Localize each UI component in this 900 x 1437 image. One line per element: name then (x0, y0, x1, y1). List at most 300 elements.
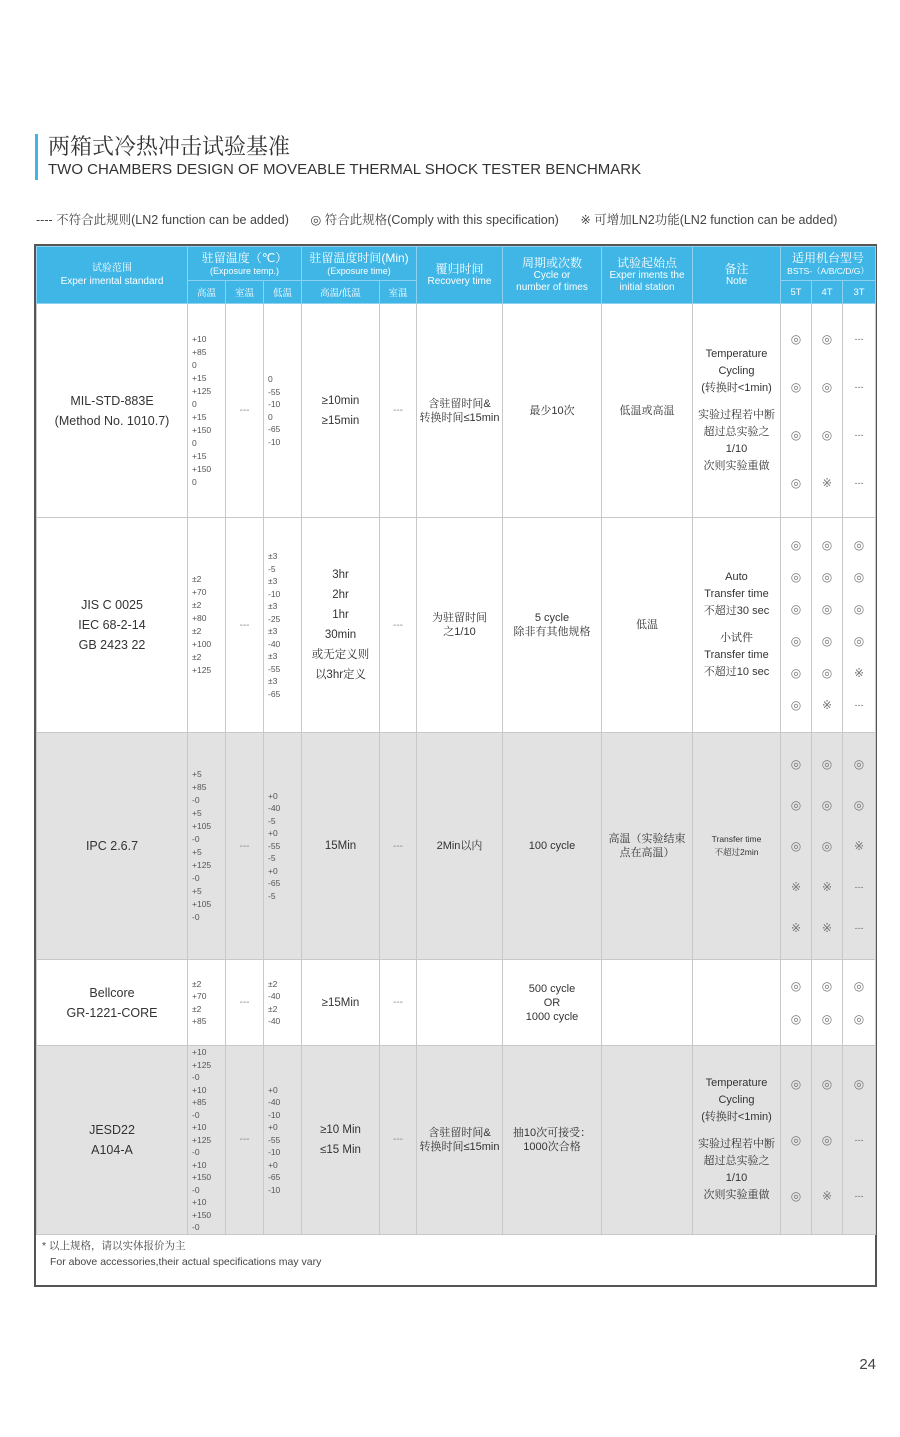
model-4t-cell-mark: ◎ (821, 756, 833, 771)
legend (36, 210, 855, 228)
header-model: 适用机台型号 BSTS-（A/B/C/D/G） (781, 247, 876, 281)
model-4t-cell-mark: ※ (821, 475, 833, 490)
standard-cell (37, 304, 188, 518)
model-5t-cell-mark: ◎ (790, 797, 802, 812)
model-5t-cell-mark: ◎ (790, 538, 802, 552)
room-temp-cell (226, 960, 264, 1046)
high-temp-cell-line: +125 (192, 860, 212, 870)
model-5t-cell-mark: ◎ (790, 698, 802, 712)
high-temp-cell-line: +5 (192, 847, 202, 857)
model-3t-cell-mark: --- (854, 922, 864, 933)
low-temp-cell-line: -10 (268, 1184, 281, 1195)
high-temp-cell-line: ±2 (192, 574, 202, 584)
low-temp-cell (264, 960, 302, 1046)
room-temp-cell-text: --- (239, 997, 250, 1008)
low-temp-cell-line: -25 (268, 613, 281, 624)
low-temp-cell-line: +0 (268, 828, 278, 839)
low-temp-cell-line: -10 (268, 1147, 281, 1157)
high-temp-cell-line: +5 (192, 808, 202, 818)
start-cell-line: 低温 (636, 619, 658, 631)
start-cell-line (602, 998, 692, 1008)
high-temp-cell-line: -0 (192, 1147, 200, 1157)
legend-comply: ◎ 符合此规格(Comply with this specification) (310, 213, 559, 227)
header-cycle: 周期或次数 Cycle or number of times (503, 247, 602, 304)
note-cell (693, 304, 781, 518)
legend-ln2: ※ 可增加LN2功能(LN2 function can be added) (580, 213, 838, 227)
recovery-cell-line (417, 998, 502, 1008)
model-4t-cell (812, 1046, 843, 1235)
note-cell-line: 实验过程若中断 (698, 409, 775, 421)
model-3t-cell-mark: ◎ (853, 602, 865, 616)
room-time-cell (380, 518, 417, 733)
high-temp-cell-line: 0 (192, 398, 197, 409)
high-temp-cell-line: -0 (192, 1184, 200, 1195)
low-temp-cell-line: +0 (268, 1122, 278, 1132)
sub-header-high: 高温 (188, 281, 226, 304)
high-temp-cell-line: +150 (192, 1209, 212, 1220)
model-3t-cell-mark: ◎ (853, 978, 865, 993)
model-5t-cell (781, 304, 812, 518)
standard-cell (37, 960, 188, 1046)
cycle-cell-line: 抽10次可接受： (512, 1126, 592, 1139)
high-temp-cell (188, 960, 226, 1046)
recovery-cell (417, 733, 503, 960)
model-5t-cell-mark: ◎ (790, 379, 802, 394)
model-5t-cell-mark: ◎ (790, 1188, 802, 1203)
recovery-cell-line: 转换时间≤15min (419, 1140, 500, 1153)
model-3t-cell-mark: ◎ (853, 1011, 865, 1026)
low-temp-cell-line: -65 (268, 424, 281, 434)
sub-header-highlow: 高温/低温 (302, 281, 380, 304)
note-cell (693, 960, 781, 1046)
standard-cell-line: MIL-STD-883E (70, 393, 154, 408)
high-temp-cell-line: -0 (192, 1222, 200, 1232)
low-temp-cell-line: ±3 (268, 576, 278, 586)
standard-cell-line: GR-1221-CORE (66, 1005, 158, 1020)
model-5t-cell-mark: ※ (790, 920, 802, 935)
high-temp-cell (188, 304, 226, 518)
exposure-time-cell-line: ≥10min (321, 394, 360, 407)
note-cell-line: Auto (725, 571, 748, 583)
high-temp-cell-line: +5 (192, 769, 202, 779)
room-temp-cell (226, 733, 264, 960)
recovery-cell-line: 之1/10 (443, 626, 476, 638)
recovery-cell-line: 含驻留时间& (428, 1126, 491, 1139)
low-temp-cell-line: -65 (268, 688, 281, 699)
standard-cell (37, 733, 188, 960)
note-cell-line: 次则实验重做 (703, 1189, 770, 1202)
start-cell (602, 960, 693, 1046)
low-temp-cell (264, 733, 302, 960)
note-cell-line: 不超过2min (714, 847, 759, 857)
model-5t-cell-mark: ◎ (790, 666, 802, 680)
exposure-time-cell-line: ≥15min (321, 414, 360, 427)
title-en: TWO CHAMBERS DESIGN OF MOVEABLE THERMAL SHOCK TESTER BENCHMARK (48, 161, 642, 178)
exposure-time-cell-line: 2hr (332, 589, 349, 601)
model-4t-cell-mark: ※ (821, 879, 833, 894)
model-3t-cell-mark: --- (854, 333, 864, 344)
high-temp-cell-line: 0 (192, 437, 197, 448)
high-temp-cell-line: 0 (192, 476, 197, 487)
low-temp-cell-line: -55 (268, 663, 281, 674)
page-number: 24 (859, 1356, 876, 1373)
high-temp-cell-line: +150 (192, 1172, 212, 1182)
note-cell-line: 实验过程若中断 (698, 1138, 775, 1151)
room-time-cell (380, 304, 417, 518)
exposure-time-cell-line: ≥10 Min (320, 1123, 361, 1136)
standard-cell (37, 518, 188, 733)
start-cell-line (602, 1135, 692, 1145)
note-cell-line (693, 1126, 780, 1136)
high-temp-cell-line: +105 (192, 821, 212, 831)
high-temp-cell-line: -0 (192, 873, 200, 883)
note-cell-line (693, 620, 780, 630)
high-temp-cell-line: ±2 (192, 978, 202, 989)
high-temp-cell (188, 518, 226, 733)
exposure-time-cell-line: 或无定义则 (311, 649, 370, 661)
model-4t-cell-mark: ◎ (821, 570, 833, 584)
note-cell-line: 超过总实验之1/10 (703, 426, 770, 455)
exposure-time-cell-line: 1hr (332, 609, 349, 621)
start-cell-line: 低温或高温 (619, 404, 675, 417)
room-temp-cell-text: --- (239, 840, 250, 852)
high-temp-cell-line: +85 (192, 346, 207, 357)
high-temp-cell-line: +15 (192, 450, 207, 461)
note-cell-line: Temperature (705, 348, 768, 360)
low-temp-cell-line: ±3 (268, 601, 278, 611)
cycle-cell-line: 5 cycle (534, 612, 570, 624)
recovery-cell (417, 1046, 503, 1235)
high-temp-cell-line: +15 (192, 411, 207, 422)
high-temp-cell-line: +5 (192, 886, 202, 896)
high-temp-cell-line: +10 (192, 1159, 207, 1170)
header-time: 驻留温度时间(Min) (Exposure time) (302, 247, 417, 281)
start-cell (602, 304, 693, 518)
low-temp-cell-line: +0 (268, 790, 278, 801)
standard-cell (37, 1046, 188, 1235)
model-5t-cell-mark: ◎ (790, 1011, 802, 1026)
model-3t-cell-mark: --- (854, 881, 864, 892)
high-temp-cell-line: +15 (192, 372, 207, 383)
high-temp-cell (188, 733, 226, 960)
low-temp-cell-line: -5 (268, 563, 276, 574)
low-temp-cell (264, 1046, 302, 1235)
cycle-cell (503, 304, 602, 518)
high-temp-cell-line: +10 (192, 1084, 207, 1095)
room-temp-cell (226, 1046, 264, 1235)
note-cell-line: 不超过10 sec (703, 666, 770, 678)
table-row (37, 733, 876, 960)
model-3t-cell-mark: ◎ (853, 538, 865, 552)
model-4t-cell-mark: ◎ (821, 1076, 833, 1091)
room-time-cell (380, 1046, 417, 1235)
model-4t-cell (812, 304, 843, 518)
high-temp-cell-line: +70 (192, 991, 207, 1001)
high-temp-cell-line: ±2 (192, 652, 202, 662)
model-4t-cell-mark: ◎ (821, 538, 833, 552)
model-4t-cell-mark: ◎ (821, 666, 833, 680)
low-temp-cell-line: ±3 (268, 551, 278, 561)
exposure-time-cell (302, 960, 380, 1046)
exposure-time-cell-line: ≤15 Min (320, 1143, 361, 1156)
low-temp-cell (264, 304, 302, 518)
model-3t-cell (843, 1046, 876, 1235)
start-cell-line: 高温（实验结束 (608, 833, 686, 845)
model-3t-cell (843, 960, 876, 1046)
cycle-cell (503, 1046, 602, 1235)
model-4t-cell (812, 518, 843, 733)
low-temp-cell-line: -10 (268, 436, 281, 447)
low-temp-cell-line: -5 (268, 890, 276, 901)
low-temp-cell-line: 0 (268, 411, 273, 422)
recovery-cell-line: 2Min以内 (436, 840, 483, 852)
standard-cell-line: GB 2423 22 (78, 638, 146, 652)
model-4t-cell-mark: ◎ (821, 1011, 833, 1026)
model-4t-cell-mark: ◎ (821, 427, 833, 442)
cycle-cell (503, 733, 602, 960)
note-cell (693, 1046, 781, 1235)
model-5t-cell (781, 518, 812, 733)
exposure-time-cell-line: 15Min (324, 840, 357, 852)
high-temp-cell-line: ±2 (192, 1003, 202, 1014)
standard-cell-line: IEC 68-2-14 (78, 618, 146, 632)
model-4t-cell-mark: ◎ (821, 602, 833, 616)
low-temp-cell-line: +0 (268, 1084, 278, 1095)
sub-header-3t: 3T (843, 281, 876, 304)
room-time-cell-text: --- (393, 405, 403, 416)
note-cell-line: 不超过30 sec (703, 605, 770, 617)
low-temp-cell-line: -10 (268, 399, 281, 409)
benchmark-table (36, 246, 876, 1235)
cycle-cell (503, 518, 602, 733)
high-temp-cell-line: ±2 (192, 600, 202, 610)
low-temp-cell-line: -40 (268, 1097, 281, 1107)
low-temp-cell-line: -10 (268, 1109, 281, 1120)
recovery-cell-line: 转换时间≤15min (419, 411, 500, 424)
model-3t-cell-mark: --- (854, 700, 864, 710)
model-5t-cell-mark: ◎ (790, 1132, 802, 1147)
high-temp-cell-line: +85 (192, 1097, 207, 1107)
benchmark-table-wrapper (34, 244, 877, 1287)
low-temp-cell-line: 0 (268, 374, 273, 384)
table-body (37, 304, 876, 1235)
low-temp-cell-line: -65 (268, 878, 281, 889)
note-cell-line: (转换时<1min) (701, 382, 772, 394)
table-row (37, 518, 876, 733)
high-temp-cell-line: +150 (192, 463, 212, 474)
high-temp-cell-line: +125 (192, 665, 212, 675)
recovery-cell (417, 304, 503, 518)
exposure-time-cell-line: 3hr (332, 569, 349, 581)
cycle-cell-line: 最少10次 (529, 404, 575, 417)
room-temp-cell-text: --- (239, 619, 250, 631)
start-cell (602, 733, 693, 960)
model-3t-cell-mark: ※ (853, 838, 865, 853)
sub-header-5t: 5T (781, 281, 812, 304)
model-4t-cell-mark: ※ (821, 920, 833, 935)
note-cell-line (693, 397, 780, 407)
sub-header-4t: 4T (812, 281, 843, 304)
page-title (35, 134, 641, 180)
model-4t-cell-mark: ※ (821, 698, 833, 712)
room-time-cell-text: --- (393, 840, 403, 852)
high-temp-cell-line: -0 (192, 1072, 200, 1082)
low-temp-cell-line: -5 (268, 853, 276, 864)
standard-cell-line: (Method No. 1010.7) (54, 413, 170, 428)
model-4t-cell-mark: ◎ (821, 838, 833, 853)
recovery-cell-line: 为驻留时间 (432, 612, 487, 624)
exposure-time-cell (302, 518, 380, 733)
title-cn: 两箱式冷热冲击试验基准 (48, 134, 291, 159)
high-temp-cell-line: +10 (192, 1047, 207, 1057)
start-cell (602, 1046, 693, 1235)
low-temp-cell-line: -5 (268, 815, 276, 826)
standard-cell-line: JIS C 0025 (81, 598, 143, 612)
model-5t-cell (781, 960, 812, 1046)
header-recovery: 覆归时间 Recovery time (417, 247, 503, 304)
room-time-cell (380, 960, 417, 1046)
footnote (42, 1238, 321, 1270)
note-cell-line: Transfer time (704, 649, 769, 661)
high-temp-cell-line: +80 (192, 613, 207, 623)
model-3t-cell (843, 304, 876, 518)
header-scope: 试验范围 Exper imental standard (37, 247, 188, 304)
recovery-cell (417, 518, 503, 733)
note-cell-line: Cycling (718, 365, 755, 377)
room-time-cell-text: --- (393, 1134, 403, 1146)
model-5t-cell-mark: ◎ (790, 1076, 802, 1091)
low-temp-cell-line: +0 (268, 865, 278, 876)
cycle-cell-line: 1000 cycle (525, 1010, 579, 1023)
high-temp-cell-line: -0 (192, 1109, 200, 1120)
model-5t-cell-mark: ※ (790, 879, 802, 894)
low-temp-cell-line: -40 (268, 638, 281, 649)
low-temp-cell (264, 518, 302, 733)
model-4t-cell (812, 960, 843, 1046)
model-5t-cell-mark: ◎ (790, 838, 802, 853)
note-cell-line: (转换时<1min) (701, 1111, 772, 1124)
high-temp-cell-line: +125 (192, 1059, 212, 1070)
low-temp-cell-line: ±2 (268, 1003, 278, 1014)
legend-not-comply: ---- 不符合此规则(LN2 function can be added) (36, 213, 289, 227)
high-temp-cell-line: +150 (192, 424, 212, 435)
low-temp-cell-line: ±3 (268, 651, 278, 661)
model-5t-cell-mark: ◎ (790, 634, 802, 648)
standard-cell-line: JESD22 (89, 1122, 135, 1137)
high-temp-cell-line: +70 (192, 587, 207, 597)
exposure-time-cell (302, 1046, 380, 1235)
high-temp-cell-line: +85 (192, 1016, 207, 1026)
room-temp-cell (226, 304, 264, 518)
note-cell (693, 518, 781, 733)
model-3t-cell (843, 518, 876, 733)
model-4t-cell-mark: ※ (821, 1188, 833, 1203)
model-5t-cell (781, 1046, 812, 1235)
model-3t-cell-mark: --- (854, 1190, 864, 1201)
low-temp-cell-line: -65 (268, 1172, 281, 1182)
note-cell (693, 733, 781, 960)
header-note: 备注 Note (693, 247, 781, 304)
high-temp-cell (188, 1046, 226, 1235)
high-temp-cell-line: +10 (192, 333, 207, 344)
high-temp-cell-line: +125 (192, 1134, 212, 1145)
high-temp-cell-line: +100 (192, 639, 212, 649)
model-5t-cell-mark: ◎ (790, 331, 802, 346)
model-3t-cell-mark: ◎ (853, 756, 865, 771)
model-4t-cell (812, 733, 843, 960)
note-cell-line: Cycling (718, 1094, 755, 1107)
exposure-time-cell-line: ≥15Min (321, 996, 360, 1009)
low-temp-cell-line: -55 (268, 1134, 281, 1145)
room-temp-cell-text: --- (239, 405, 250, 416)
low-temp-cell-line: ±3 (268, 626, 278, 636)
low-temp-cell-line: -40 (268, 991, 281, 1001)
cycle-cell-line: OR (543, 996, 561, 1009)
table-row (37, 304, 876, 518)
footnote-en: For above accessories,their actual specifications may vary (50, 1256, 322, 1268)
room-time-cell (380, 733, 417, 960)
footnote-cn: * 以上规格，请以实体报价为主 (42, 1240, 186, 1252)
high-temp-cell-line: +10 (192, 1197, 207, 1207)
note-cell-line: Temperature (705, 1077, 768, 1090)
header-temp: 驻留温度（℃） (Exposure temp.) (188, 247, 302, 281)
note-cell-line: 次则实验重做 (703, 460, 770, 472)
model-5t-cell-mark: ◎ (790, 475, 802, 490)
start-cell-line: 点在高温） (619, 847, 675, 859)
model-3t-cell-mark: --- (854, 429, 864, 440)
low-temp-cell-line: ±2 (268, 978, 278, 989)
model-4t-cell-mark: ◎ (821, 331, 833, 346)
model-3t-cell-mark: ◎ (853, 570, 865, 584)
high-temp-cell-line: +10 (192, 1122, 207, 1132)
exposure-time-cell-line: 30min (324, 629, 357, 641)
model-5t-cell (781, 733, 812, 960)
high-temp-cell-line: +85 (192, 782, 207, 792)
cycle-cell-line: 100 cycle (528, 840, 576, 852)
high-temp-cell-line: 0 (192, 359, 197, 370)
room-time-cell-text: --- (393, 619, 403, 631)
note-cell-line (693, 998, 780, 1008)
room-temp-cell (226, 518, 264, 733)
low-temp-cell-line: -55 (268, 840, 281, 851)
low-temp-cell-line: -55 (268, 386, 281, 397)
exposure-time-cell (302, 304, 380, 518)
model-3t-cell-mark: ◎ (853, 797, 865, 812)
exposure-time-cell-line: 以3hr定义 (314, 669, 367, 681)
note-cell-line: Transfer time (711, 834, 762, 844)
cycle-cell (503, 960, 602, 1046)
exposure-time-cell (302, 733, 380, 960)
low-temp-cell-line: ±3 (268, 676, 278, 686)
note-cell-line: 超过总实验之1/10 (703, 1155, 770, 1185)
model-5t-cell-mark: ◎ (790, 602, 802, 616)
standard-cell-line: A104-A (91, 1142, 133, 1157)
recovery-cell-line: 含驻留时间& (428, 397, 491, 410)
note-cell-line: 小试件 (720, 632, 753, 644)
low-temp-cell-line: +0 (268, 1159, 278, 1170)
high-temp-cell-line: +125 (192, 385, 212, 396)
room-time-cell-text: --- (393, 997, 403, 1008)
high-temp-cell-line: -0 (192, 795, 200, 805)
high-temp-cell-line: +105 (192, 899, 212, 909)
cycle-cell-line: 500 cycle (528, 982, 576, 995)
sub-header-room: 室温 (226, 281, 264, 304)
table-row (37, 960, 876, 1046)
model-5t-cell-mark: ◎ (790, 978, 802, 993)
low-temp-cell-line: -40 (268, 1016, 281, 1026)
high-temp-cell-line: -0 (192, 912, 200, 922)
room-temp-cell-text: --- (239, 1134, 250, 1146)
